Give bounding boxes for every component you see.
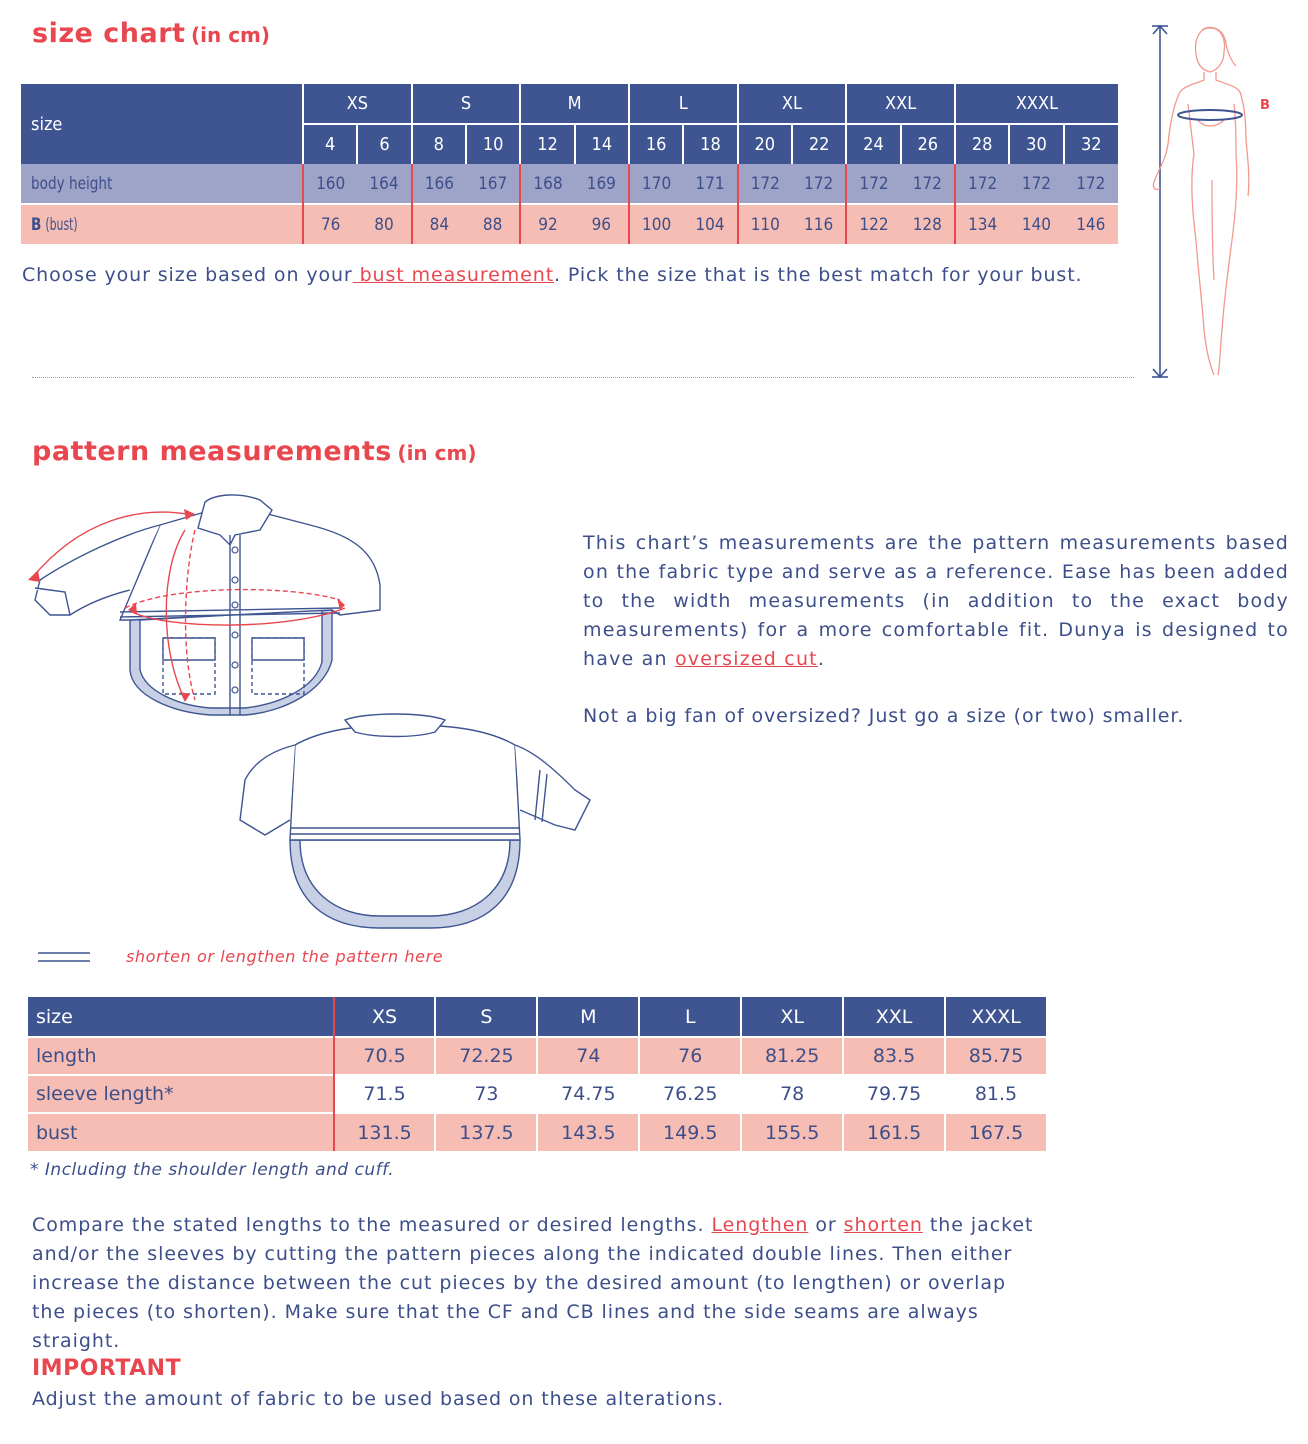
size-header: XXXL	[945, 997, 1047, 1037]
size-number: 28	[955, 124, 1009, 164]
pattern-description: This chart’s measurements are the pattern measurements based on the fabric type and serve as a reference. Ease has been added to the width measurements (in addition to the exact body measurements) for a more comfortable fit. Dunya is designed to have an oversized cut.	[583, 532, 1289, 670]
table-cell: 172	[792, 164, 846, 204]
table-cell: 104	[683, 204, 737, 244]
important-title: IMPORTANT	[32, 1356, 182, 1381]
lengthen-link[interactable]: Lengthen	[711, 1214, 809, 1236]
pattern-header-row	[28, 997, 1047, 1037]
table-cell: 137.5	[435, 1113, 537, 1151]
jacket-back-illustration	[235, 710, 600, 935]
size-header: S	[435, 997, 537, 1037]
pattern-description-2: Not a big fan of oversized? Just go a size (or two) smaller.	[583, 705, 1185, 727]
table-cell: 122	[846, 204, 900, 244]
size-note: Choose your size based on your bust measurement. Pick the size that is the best match for your bust.	[22, 264, 1083, 286]
table-cell: 83.5	[843, 1037, 945, 1075]
size-header: L	[639, 997, 741, 1037]
compare-paragraph: Compare the stated lengths to the measured or desired lengths. Lengthen or shorten the jacket and/or the sleeves by cutting the pattern pieces along the indicated double lines. Then either increase the distance between the cut pieces by the desired amount (to lengthen) or overlap the pieces (to shorten). Make sure that the CF and CB lines and the side seams are always straight.	[32, 1214, 1034, 1352]
size-label: size	[28, 997, 334, 1037]
oversized-cut-link[interactable]: oversized cut	[674, 648, 818, 670]
size-number: 20	[738, 124, 792, 164]
table-cell: 166	[412, 164, 466, 204]
size-group-row	[21, 84, 1118, 124]
size-chart-table	[21, 84, 1118, 244]
length-row	[28, 1037, 1047, 1075]
size-group: S	[412, 84, 521, 124]
size-number: 4	[303, 124, 357, 164]
body-height-row	[21, 164, 1118, 204]
footnote: * Including the shoulder length and cuff.	[30, 1160, 395, 1180]
row-label: bust	[28, 1113, 334, 1151]
size-number: 26	[901, 124, 955, 164]
size-header: XS	[334, 997, 436, 1037]
table-cell: 96	[575, 204, 629, 244]
table-cell: 172	[1009, 164, 1063, 204]
row-label: sleeve length*	[28, 1075, 334, 1113]
table-cell: 167	[466, 164, 520, 204]
size-number: 22	[792, 124, 846, 164]
table-cell: 80	[357, 204, 411, 244]
table-cell: 88	[466, 204, 520, 244]
size-number: 30	[1009, 124, 1063, 164]
table-cell: 73	[435, 1075, 537, 1113]
size-number: 16	[629, 124, 683, 164]
table-cell: 81.25	[741, 1037, 843, 1075]
table-cell: 76	[303, 204, 357, 244]
table-cell: 116	[792, 204, 846, 244]
divider	[32, 377, 1134, 378]
body-figure-illustration	[1140, 20, 1280, 385]
table-cell: 172	[955, 164, 1009, 204]
table-cell: 78	[741, 1075, 843, 1113]
table-cell: 85.75	[945, 1037, 1047, 1075]
bust-row	[21, 204, 1118, 244]
pattern-table	[28, 997, 1048, 1151]
size-number: 32	[1064, 124, 1118, 164]
height-arrow	[1152, 26, 1168, 377]
table-cell: 74	[537, 1037, 639, 1075]
table-cell: 131.5	[334, 1113, 436, 1151]
table-cell: 76.25	[639, 1075, 741, 1113]
table-cell: 140	[1009, 204, 1063, 244]
bust-row	[28, 1113, 1047, 1151]
row-label: B (bust)	[21, 204, 303, 244]
table-cell: 161.5	[843, 1113, 945, 1151]
size-number: 6	[357, 124, 411, 164]
table-cell: 160	[303, 164, 357, 204]
bust-measure-line	[1178, 110, 1242, 120]
table-cell: 172	[738, 164, 792, 204]
jacket-front-illustration	[20, 490, 400, 725]
size-number: 14	[575, 124, 629, 164]
table-cell: 70.5	[334, 1037, 436, 1075]
table-cell: 84	[412, 204, 466, 244]
table-cell: 76	[639, 1037, 741, 1075]
table-cell: 167.5	[945, 1113, 1047, 1151]
bust-measurement-link[interactable]: bust measurement	[352, 264, 555, 286]
table-cell: 81.5	[945, 1075, 1047, 1113]
table-cell: 74.75	[537, 1075, 639, 1113]
size-header: XXL	[843, 997, 945, 1037]
sleeve-length-row	[28, 1075, 1047, 1113]
size-header: XL	[741, 997, 843, 1037]
table-cell: 172	[1064, 164, 1118, 204]
size-number: 12	[520, 124, 574, 164]
size-number: 10	[466, 124, 520, 164]
woman-outline	[1153, 27, 1248, 375]
table-cell: 155.5	[741, 1113, 843, 1151]
double-line-legend-icon	[38, 950, 92, 966]
size-number: 24	[846, 124, 900, 164]
table-cell: 143.5	[537, 1113, 639, 1151]
row-label: length	[28, 1037, 334, 1075]
size-number: 18	[683, 124, 737, 164]
size-group: XXL	[846, 84, 955, 124]
shorten-link[interactable]: shorten	[843, 1214, 923, 1236]
size-chart-title: size chart (in cm)	[32, 18, 271, 49]
table-cell: 72.25	[435, 1037, 537, 1075]
table-cell: 171	[683, 164, 737, 204]
pattern-title: pattern measurements (in cm)	[32, 436, 477, 467]
table-cell: 134	[955, 204, 1009, 244]
legend-text: shorten or lengthen the pattern here	[126, 947, 444, 966]
table-cell: 71.5	[334, 1075, 436, 1113]
table-cell: 110	[738, 204, 792, 244]
table-cell: 172	[901, 164, 955, 204]
table-cell: 100	[629, 204, 683, 244]
table-cell: 79.75	[843, 1075, 945, 1113]
size-group: XL	[738, 84, 847, 124]
bust-label: B	[1260, 98, 1270, 113]
size-label: size	[21, 84, 303, 164]
table-cell: 149.5	[639, 1113, 741, 1151]
table-cell: 172	[846, 164, 900, 204]
table-cell: 164	[357, 164, 411, 204]
row-label: body height	[21, 164, 303, 204]
table-cell: 146	[1064, 204, 1118, 244]
size-group: XS	[303, 84, 412, 124]
size-group: M	[520, 84, 629, 124]
table-cell: 128	[901, 204, 955, 244]
size-header: M	[537, 997, 639, 1037]
size-group: XXXL	[955, 84, 1118, 124]
table-cell: 169	[575, 164, 629, 204]
table-cell: 92	[520, 204, 574, 244]
table-cell: 168	[520, 164, 574, 204]
size-number: 8	[412, 124, 466, 164]
important-text: Adjust the amount of fabric to be used based on these alterations.	[32, 1388, 725, 1410]
table-cell: 170	[629, 164, 683, 204]
size-group: L	[629, 84, 738, 124]
